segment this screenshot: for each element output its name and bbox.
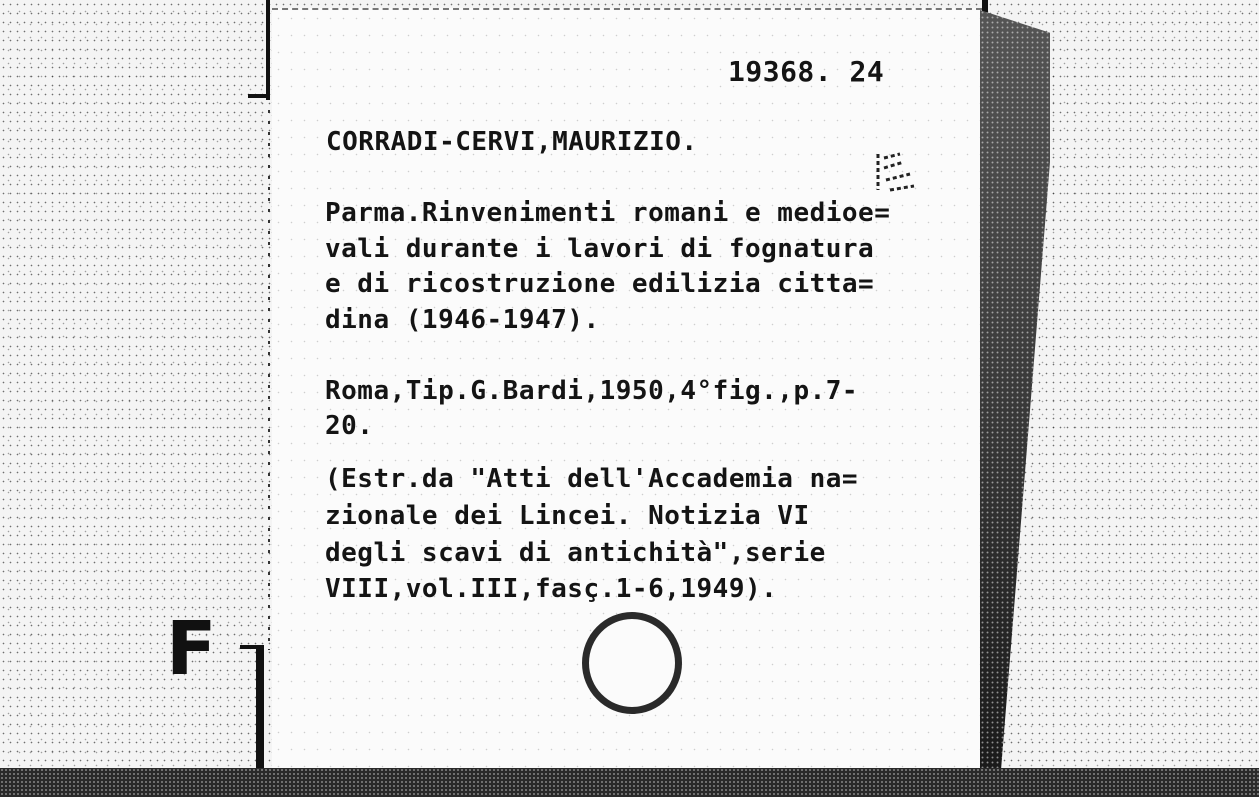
- note-line-2: zionale dei Lincei. Notizia VI: [325, 501, 810, 531]
- title-line-1: Parma.Rinvenimenti romani e medioe=: [325, 198, 891, 228]
- margin-scribble-icon: [870, 150, 926, 200]
- title-line-4: dina (1946-1947).: [325, 305, 600, 335]
- title-line-2: vali durante i lavori di fognatura: [325, 234, 875, 264]
- right-shadow-edge: [980, 10, 1050, 770]
- left-card-edge-bottom-hook: [240, 645, 260, 649]
- margin-letter: F: [166, 606, 217, 692]
- left-card-edge-line: [266, 0, 270, 100]
- imprint-line-2: 20.: [325, 411, 374, 441]
- author-heading: CORRADI-CERVI,MAURIZIO.: [326, 127, 698, 157]
- note-line-1: (Estr.da "Atti dell'Accademia na=: [325, 464, 859, 494]
- title-line-3: e di ricostruzione edilizia citta=: [325, 269, 875, 299]
- bottom-dark-band: [0, 768, 1259, 797]
- card-punch-hole: [582, 612, 682, 714]
- imprint-line-1: Roma,Tip.G.Bardi,1950,4°fig.,p.7-: [325, 376, 859, 406]
- note-line-3: degli scavi di antichità",serie: [325, 538, 826, 568]
- left-card-edge-bottom: [256, 645, 264, 770]
- left-card-dotted-edge: [268, 110, 270, 650]
- left-card-edge-hook: [248, 94, 270, 98]
- note-line-4: VIII,vol.III,fasç.1-6,1949).: [325, 574, 778, 604]
- card-number: 19368. 24: [728, 55, 885, 88]
